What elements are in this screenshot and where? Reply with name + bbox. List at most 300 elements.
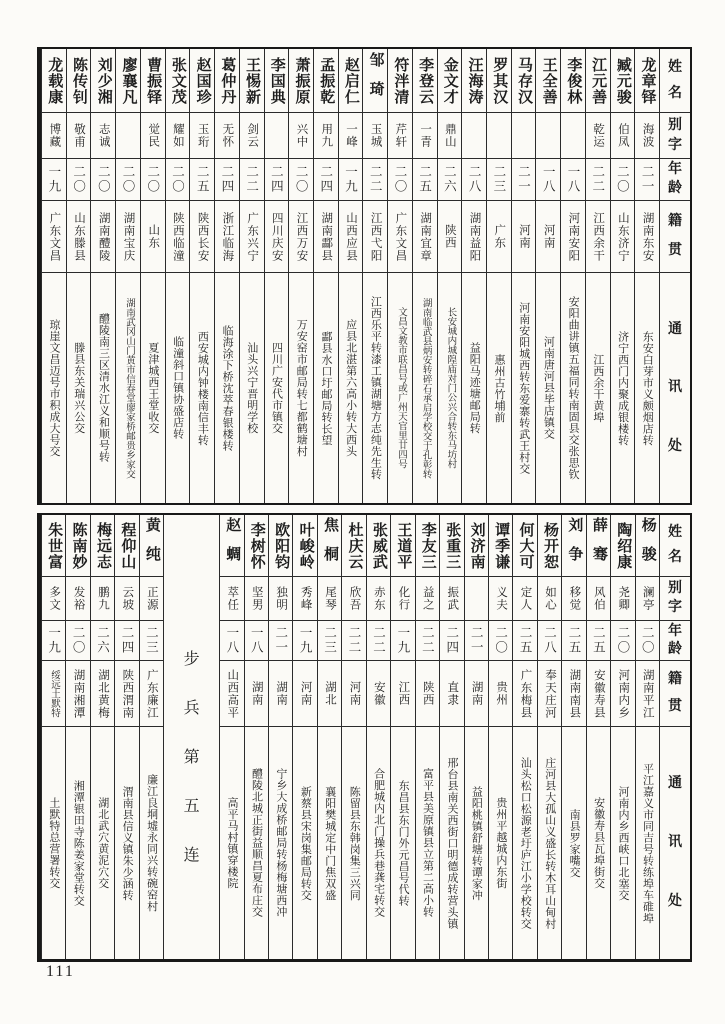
- person-native-place: 浙江临海: [215, 201, 239, 273]
- person-address: 合肥城内北门操兵巷龚宅转交: [372, 768, 385, 918]
- person-courtesy-name: 秀峰: [293, 577, 316, 621]
- person-native-place: 安徽: [367, 661, 390, 727]
- person-name: 杨骏: [636, 515, 659, 577]
- person-name: 欧阳钧: [269, 515, 292, 577]
- person-name: 刘争: [562, 515, 585, 577]
- person-age: 二三: [487, 159, 511, 201]
- person-name: 葛仲丹: [215, 49, 239, 113]
- person-address: 陈留县东韩岗集三兴同: [348, 785, 361, 901]
- person-courtesy-name: [265, 113, 289, 159]
- person-column: [535, 49, 560, 503]
- person-age: 二一: [635, 159, 659, 201]
- person-column: [366, 515, 390, 959]
- person-age: 二五: [562, 621, 585, 661]
- person-column: [189, 49, 214, 503]
- person-address: 襄阳樊城定中门焦双盛: [323, 785, 336, 901]
- person-address: 平江嘉义市同吉号转练埠车碓埠: [641, 762, 654, 924]
- person-address: 汕头兴宁晋明学校: [245, 342, 258, 434]
- person-address: 益阳桃镇舒塘转谭家冲: [470, 785, 483, 901]
- person-column: [41, 49, 66, 503]
- header-courtesy-name: 别 字: [660, 577, 690, 621]
- person-courtesy-name: 志诚: [91, 113, 115, 159]
- person-name: 罗其汉: [487, 49, 511, 113]
- header-name: 姓 名: [660, 49, 690, 113]
- person-address: 湘潭银田寺陈姜家堂转交: [72, 779, 85, 907]
- section-divider-column: [163, 515, 219, 959]
- person-address: 富平县美原镇县立第二高小转: [421, 768, 434, 918]
- person-name: 符泮清: [388, 49, 412, 113]
- person-age: 二二: [367, 621, 390, 661]
- person-age: 一八: [561, 159, 585, 201]
- person-name: 杨开恕: [538, 515, 561, 577]
- person-courtesy-name: 风伯: [587, 577, 610, 621]
- person-address: 河南内乡西峡口北塞交: [617, 785, 629, 901]
- person-column: [634, 49, 659, 503]
- person-column: [41, 515, 65, 959]
- person-age: 二〇: [116, 159, 140, 201]
- person-courtesy-name: 玉城: [363, 113, 387, 159]
- person-address: 万安窑市邮局转七都鹤塘村: [295, 319, 308, 457]
- person-column: [390, 515, 414, 959]
- person-address: 廉江良垌墟永同兴转碗窑村: [145, 774, 158, 912]
- person-age: 二二: [240, 159, 264, 201]
- person-column: [387, 49, 412, 503]
- person-column: [90, 515, 114, 959]
- person-native-place: 江西弋阳: [363, 201, 387, 273]
- header-age: 年 龄: [660, 621, 690, 661]
- person-courtesy-name: 独明: [269, 577, 292, 621]
- person-address: 南县罗家嘴交: [568, 808, 581, 878]
- person-age: 二一: [269, 621, 292, 661]
- person-courtesy-name: 玉珩: [190, 113, 214, 159]
- person-address: 湖北武穴黄泥穴交: [96, 797, 109, 889]
- header-age: 年 龄: [660, 159, 690, 201]
- person-native-place: 湖南南县: [562, 661, 585, 727]
- person-age: 一九: [339, 159, 363, 201]
- person-native-place: 山东: [141, 201, 165, 273]
- person-name: 江元善: [586, 49, 610, 113]
- header-address: 通 讯 处: [668, 321, 682, 454]
- person-column: [219, 515, 243, 959]
- person-courtesy-name: 鼎山: [438, 113, 462, 159]
- person-courtesy-name: [487, 113, 511, 159]
- person-address: 夏津城西王堂收交: [146, 342, 159, 434]
- person-courtesy-name: 无怀: [215, 113, 239, 159]
- person-age: 一八: [220, 621, 243, 661]
- person-courtesy-name: 云坡: [115, 577, 138, 621]
- person-address: 惠州古竹埔前: [492, 353, 505, 423]
- person-courtesy-name: [561, 113, 585, 159]
- person-name: 陶绍康: [611, 515, 634, 577]
- person-age: 二〇: [289, 159, 313, 201]
- person-native-place: 河南: [293, 661, 316, 727]
- person-native-place: 江西: [391, 661, 414, 727]
- person-column: [610, 515, 634, 959]
- person-name: 赵启仁: [339, 49, 363, 113]
- person-native-place: 湖南益阳: [462, 201, 486, 273]
- person-age: 二〇: [166, 159, 190, 201]
- person-native-place: 陕西: [416, 661, 439, 727]
- person-age: 二二: [586, 159, 610, 201]
- header-native-place: 籍 贯: [660, 201, 690, 273]
- person-column: [292, 515, 316, 959]
- person-name: 孟振乾: [314, 49, 338, 113]
- person-native-place: 湖南平江: [636, 661, 659, 727]
- person-native-place: 山西高平: [220, 661, 243, 727]
- person-age: 二四: [440, 621, 463, 661]
- person-native-place: 陕西渭南: [115, 661, 138, 727]
- person-age: 一九: [42, 621, 65, 661]
- person-name: 赵国珍: [190, 49, 214, 113]
- person-column: [66, 49, 91, 503]
- person-column: [115, 49, 140, 503]
- person-address: 土默特总营署转交: [47, 797, 60, 889]
- person-age: 二二: [342, 621, 365, 661]
- person-age: 一九: [391, 621, 414, 661]
- person-address: 益阳马迹塘邮局转: [468, 342, 481, 434]
- person-address: 安徽寿县瓦埠街交: [592, 797, 605, 889]
- roster-table-top: [37, 47, 692, 505]
- person-column: [635, 515, 659, 959]
- person-courtesy-name: [462, 113, 486, 159]
- person-name: 李树怀: [245, 515, 268, 577]
- person-courtesy-name: 博藏: [42, 113, 66, 159]
- person-column: [486, 49, 511, 503]
- person-courtesy-name: 耀如: [166, 113, 190, 159]
- person-courtesy-name: [116, 113, 140, 159]
- person-courtesy-name: [465, 577, 488, 621]
- person-name: 李俊林: [561, 49, 585, 113]
- person-native-place: 广东梅县: [513, 661, 536, 727]
- roster-table-bottom: [37, 513, 692, 962]
- person-address: 长安城内城隍庙对门公兴合转东马坊村: [445, 307, 456, 469]
- person-native-place: 奉天庄河: [538, 661, 561, 727]
- person-age: 二八: [538, 621, 561, 661]
- person-age: 二三: [140, 621, 163, 661]
- person-native-place: 广东: [487, 201, 511, 273]
- person-native-place: 广东兴宁: [240, 201, 264, 273]
- person-age: 二〇: [611, 621, 634, 661]
- person-column: [439, 515, 463, 959]
- header-column-top: [659, 49, 690, 503]
- person-name: 曹振铎: [141, 49, 165, 113]
- person-age: 二五: [413, 159, 437, 201]
- page-number: 111: [46, 963, 75, 980]
- person-courtesy-name: 尧卿: [611, 577, 634, 621]
- person-native-place: 河南: [342, 661, 365, 727]
- person-native-place: 江西余干: [586, 201, 610, 273]
- person-column: [610, 49, 635, 503]
- person-column: [537, 515, 561, 959]
- person-column: [114, 515, 138, 959]
- person-native-place: 广东廉江: [140, 661, 163, 727]
- person-courtesy-name: 剑云: [240, 113, 264, 159]
- person-age: 二二: [416, 621, 439, 661]
- person-name: 程仰山: [115, 515, 138, 577]
- person-name: 叶峻岭: [293, 515, 316, 577]
- person-column: [512, 515, 536, 959]
- person-column: [313, 49, 338, 503]
- person-address: 醴陵南三区清水江义和顺号转: [97, 313, 110, 463]
- person-native-place: 河南: [512, 201, 536, 273]
- person-age: 二五: [190, 159, 214, 201]
- person-name: 汪海涛: [462, 49, 486, 113]
- person-courtesy-name: 乾运: [586, 113, 610, 159]
- person-name: 谭季谦: [489, 515, 512, 577]
- person-column: [437, 49, 462, 503]
- person-name: 李友三: [416, 515, 439, 577]
- person-column: [317, 515, 341, 959]
- person-courtesy-name: [536, 113, 560, 159]
- person-name: 朱世富: [42, 515, 65, 577]
- person-courtesy-name: 一峰: [339, 113, 363, 159]
- person-column: [511, 49, 536, 503]
- person-native-place: 湖南东安: [635, 201, 659, 273]
- person-age: 二四: [215, 159, 239, 201]
- person-courtesy-name: 尾琴: [318, 577, 341, 621]
- person-column: [488, 515, 512, 959]
- person-address: 河南安阳城西转东爱寨转武王村交: [517, 301, 530, 475]
- person-name: 王惕新: [240, 49, 264, 113]
- person-native-place: 陕西长安: [190, 201, 214, 273]
- person-address: 临潼斜口镇协盛店转: [171, 336, 184, 440]
- person-courtesy-name: 敬甫: [67, 113, 91, 159]
- header-name: 姓 名: [660, 515, 690, 577]
- person-courtesy-name: 化行: [391, 577, 414, 621]
- person-name: 廖襄凡: [116, 49, 140, 113]
- person-address: 湖南武冈山门黄市信春堂廖家桥邮贵乡家交: [124, 297, 135, 479]
- person-name: 王道平: [391, 515, 414, 577]
- person-name: 邹琦: [363, 49, 387, 113]
- person-column: [586, 515, 610, 959]
- person-native-place: 湖南: [465, 661, 488, 727]
- person-name: 张文茂: [166, 49, 190, 113]
- person-native-place: 湖北: [318, 661, 341, 727]
- person-address: 江西余干黄埠: [591, 353, 604, 423]
- person-age: 二六: [438, 159, 462, 201]
- person-courtesy-name: 觉民: [141, 113, 165, 159]
- person-name: 张重三: [440, 515, 463, 577]
- person-name: 何大可: [513, 515, 536, 577]
- person-column: [90, 49, 115, 503]
- person-column: [464, 515, 488, 959]
- person-address: 东安白芽市义颇烟店转: [641, 330, 654, 446]
- person-column: [461, 49, 486, 503]
- person-address: 应县北湛第六高小转大西头: [344, 319, 357, 457]
- person-column: [338, 49, 363, 503]
- person-native-place: 湖南酃县: [314, 201, 338, 273]
- person-age: 二〇: [489, 621, 512, 661]
- person-address: 新蔡县宋岗集邮局转交: [299, 785, 312, 901]
- person-column: [415, 515, 439, 959]
- person-name: 萧振原: [289, 49, 313, 113]
- person-column: [341, 515, 365, 959]
- person-name: 龙载康: [42, 49, 66, 113]
- person-native-place: 河南: [536, 201, 560, 273]
- person-courtesy-name: 赤东: [367, 577, 390, 621]
- header-address: 通 讯 处: [668, 776, 682, 910]
- person-native-place: 山东济宁: [611, 201, 635, 273]
- person-column: [268, 515, 292, 959]
- person-age: 二四: [265, 159, 289, 201]
- person-native-place: 河南安阳: [561, 201, 585, 273]
- person-address: 东昌县东门外元昌号代转: [397, 779, 410, 907]
- person-column: [140, 49, 165, 503]
- person-courtesy-name: 正源: [140, 577, 163, 621]
- person-address: 贵州平越城内东街: [494, 797, 507, 889]
- person-address: 酃县水口圩邮局转长望: [319, 330, 332, 446]
- person-address: 湖南临武县炳安转碎石承启学校交于孔彰转: [420, 297, 431, 479]
- person-native-place: 山西应县: [339, 201, 363, 273]
- person-name: 杜庆云: [342, 515, 365, 577]
- person-native-place: 安徽寿县: [587, 661, 610, 727]
- person-name: 焦桐: [318, 515, 341, 577]
- person-column: [412, 49, 437, 503]
- person-address: 滕县东关瑞兴公交: [72, 342, 85, 434]
- person-age: 二二: [363, 159, 387, 201]
- person-age: 二〇: [388, 159, 412, 201]
- person-native-place: 湖南宜章: [413, 201, 437, 273]
- header-native-place: 籍 贯: [660, 661, 690, 727]
- person-address: 江西乐平转漆工镇湖塘方志纯先生转: [369, 296, 382, 480]
- person-courtesy-name: 欣吾: [342, 577, 365, 621]
- person-courtesy-name: [512, 113, 536, 159]
- person-address: 西安城内钟楼南信丰转: [196, 330, 209, 446]
- person-address: 汕头松口松源老圩庐江小学校转交: [519, 756, 532, 930]
- person-native-place: 贵州: [489, 661, 512, 727]
- person-native-place: 广东文昌: [388, 201, 412, 273]
- person-address: 文昌文教市联昌号或广州天官里廿四号: [395, 307, 406, 469]
- person-native-place: 四川庆安: [265, 201, 289, 273]
- person-courtesy-name: 海波: [635, 113, 659, 159]
- person-name: 黄纯: [140, 515, 163, 577]
- person-courtesy-name: 益之: [416, 577, 439, 621]
- person-native-place: 广东文昌: [42, 201, 66, 273]
- person-age: 二八: [462, 159, 486, 201]
- person-courtesy-name: 芹轩: [388, 113, 412, 159]
- person-name: 王全善: [536, 49, 560, 113]
- person-column: [264, 49, 289, 503]
- person-courtesy-name: 伯凤: [611, 113, 635, 159]
- person-address: 渭南县信义镇朱少涵转: [121, 785, 134, 901]
- person-age: 一八: [536, 159, 560, 201]
- section-label: 步 兵 第 五 连: [183, 651, 200, 864]
- person-name: 刘济南: [465, 515, 488, 577]
- person-age: 二〇: [91, 159, 115, 201]
- person-age: 二三: [318, 621, 341, 661]
- person-courtesy-name: 萃任: [220, 577, 243, 621]
- person-age: 二〇: [636, 621, 659, 661]
- person-name: 张威武: [367, 515, 390, 577]
- person-native-place: 湖南湘潭: [66, 661, 89, 727]
- person-name: 刘少湘: [91, 49, 115, 113]
- person-native-place: 湖南宝庆: [116, 201, 140, 273]
- person-name: 李国典: [265, 49, 289, 113]
- person-address: 临海涂下桥沈萃春银楼转: [221, 324, 234, 452]
- person-address: 庄河县大孤山义盛长转木耳山甸村: [543, 756, 556, 930]
- person-name: 陈传钊: [67, 49, 91, 113]
- person-name: 李登云: [413, 49, 437, 113]
- person-native-place: 直隶: [440, 661, 463, 727]
- person-age: 二四: [115, 621, 138, 661]
- person-age: 二〇: [141, 159, 165, 201]
- person-age: 二六: [91, 621, 114, 661]
- person-address: 高平马村镇穿楼院: [226, 797, 238, 889]
- person-address: 醴陵北城正街益顺昌夏布庄交: [250, 768, 263, 918]
- person-age: 二〇: [611, 159, 635, 201]
- person-address: 四川广安代市镇交: [270, 342, 283, 434]
- person-courtesy-name: 一青: [413, 113, 437, 159]
- person-name: 龙章铎: [635, 49, 659, 113]
- person-age: 一九: [293, 621, 316, 661]
- person-age: 二五: [513, 621, 536, 661]
- person-courtesy-name: 移觉: [562, 577, 585, 621]
- person-native-place: 湖南: [269, 661, 292, 727]
- person-courtesy-name: 义夫: [489, 577, 512, 621]
- person-native-place: 山东滕县: [67, 201, 91, 273]
- person-column: [65, 515, 89, 959]
- person-courtesy-name: 鹏九: [91, 577, 114, 621]
- header-courtesy-name: 别 字: [660, 113, 690, 159]
- person-address: 宁乡大成桥邮局转杨梅塘西冲: [274, 768, 287, 918]
- person-name: 陈南妙: [66, 515, 89, 577]
- person-native-place: 湖南: [245, 661, 268, 727]
- person-column: [239, 49, 264, 503]
- person-address: 济宁西门内聚成银楼转: [616, 330, 629, 446]
- person-age: 二四: [314, 159, 338, 201]
- person-name: 赵蜩: [220, 515, 243, 577]
- person-column: [165, 49, 190, 503]
- person-courtesy-name: 澜亭: [636, 577, 659, 621]
- person-name: 马存汉: [512, 49, 536, 113]
- person-native-place: 陕西: [438, 201, 462, 273]
- person-age: 二〇: [66, 621, 89, 661]
- person-courtesy-name: 兴中: [289, 113, 313, 159]
- person-column: [139, 515, 163, 959]
- person-address: 河南唐河县毕店镇交: [542, 336, 555, 440]
- person-native-place: 河南内乡: [611, 661, 634, 727]
- person-native-place: 湖北黄梅: [91, 661, 114, 727]
- person-column: [561, 515, 585, 959]
- person-column: [362, 49, 387, 503]
- person-courtesy-name: 振武: [440, 577, 463, 621]
- person-courtesy-name: 发裕: [66, 577, 89, 621]
- person-native-place: 陕西临潼: [166, 201, 190, 273]
- person-age: 二一: [465, 621, 488, 661]
- person-column: [288, 49, 313, 503]
- person-column: [560, 49, 585, 503]
- person-native-place: 江西万安: [289, 201, 313, 273]
- person-age: 一九: [42, 159, 66, 201]
- person-column: [244, 515, 268, 959]
- header-column-bottom: [659, 515, 690, 959]
- person-name: 臧元骏: [611, 49, 635, 113]
- person-age: 二一: [512, 159, 536, 201]
- person-name: 梅远志: [91, 515, 114, 577]
- person-age: 二五: [587, 621, 610, 661]
- person-native-place: 湖南醴陵: [91, 201, 115, 273]
- person-address: 邢台县南关西街口明德成转营头镇: [445, 756, 458, 930]
- person-address: 琼崖文昌迈号市积成大号交: [48, 319, 61, 457]
- person-courtesy-name: 用九: [314, 113, 338, 159]
- person-courtesy-name: 定人: [513, 577, 536, 621]
- person-courtesy-name: 多文: [42, 577, 65, 621]
- person-column: [585, 49, 610, 503]
- person-address: 安阳曲讲镇五福同转南固县交张思钦: [567, 296, 580, 480]
- person-courtesy-name: 坚男: [245, 577, 268, 621]
- person-name: 薛骞: [587, 515, 610, 577]
- person-courtesy-name: 如心: [538, 577, 561, 621]
